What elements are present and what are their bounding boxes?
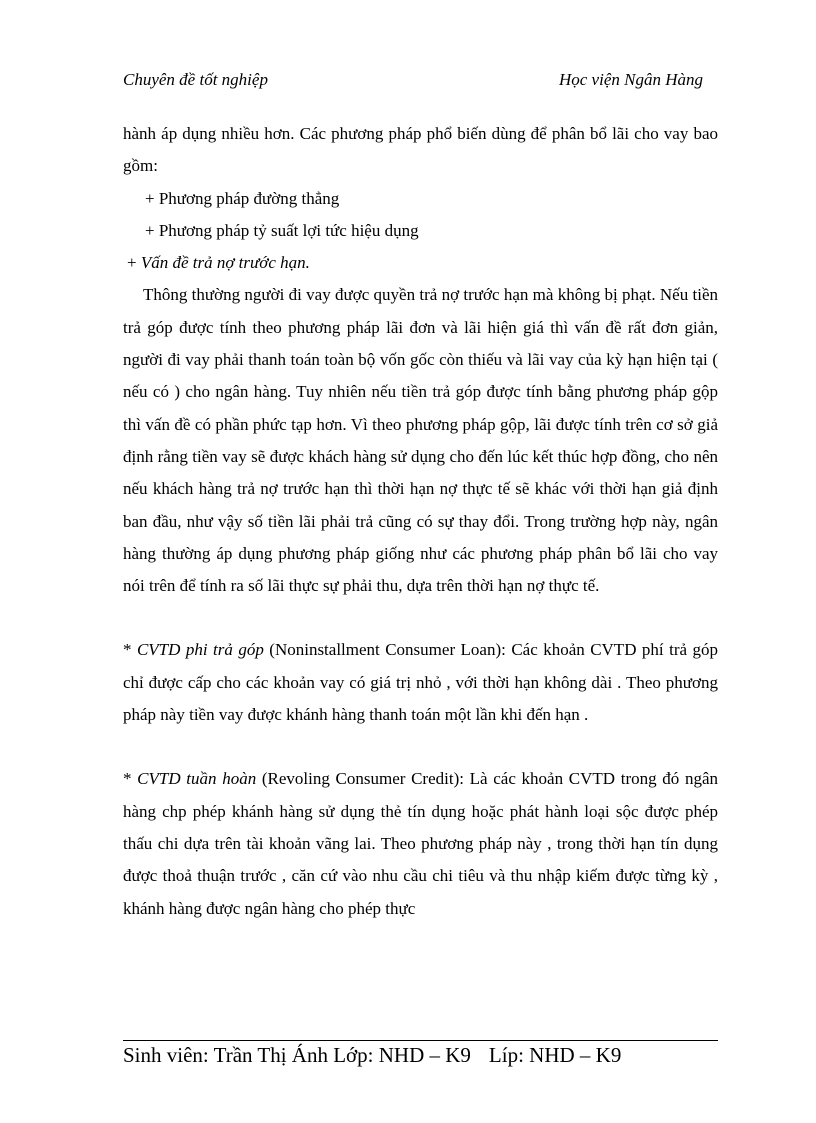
- header-left-title: Chuyên đề tốt nghiệp: [123, 70, 268, 89]
- sub-heading: [123, 247, 718, 279]
- footer-class: Líp: NHD – K9: [488, 1043, 622, 1067]
- p3-term: CVTD phi trả góp: [136, 640, 264, 660]
- p3-prefix: *: [123, 640, 137, 660]
- p4-term: CVTD tuần hoàn: [137, 769, 257, 789]
- paragraph-early-repayment: Thông thường người đi vay được quyền trả nợ trước hạn mà không bị phạt. Nếu tiền trả góp được tính theo phương pháp lãi đơn và lãi hiện giá thì vấn đề rất đơn giản, người đi vay phải thanh toán toàn bộ vốn gốc còn thiếu và lãi vay của kỳ hạn hiện tại ( nếu có ) cho ngân hàng. Tuy nhiên nếu tiền trả góp được tính bằng phương pháp gộp thì vấn đề có phần phức tạp hơn. Vì theo phương pháp gộp, lãi được tính trên cơ sở giả định rằng tiền vay sẽ được khách hàng sử dụng cho đến lúc kết thúc hợp đồng, cho nên nếu khách hàng trả nợ trước hạn thì thời hạn nợ thực tế sẽ khác với thời hạn giả định ban đầu, như vậy số tiền lãi phải trả cũng có sự thay đổi. Trong trường hợp này, ngân hàng thường áp dụng phương pháp giống như các phương pháp phân bổ lãi cho vay nói trên để tính ra số lãi thực sự phải thu, dựa trên thời hạn nợ thực tế.: [123, 285, 718, 596]
- spacer: [123, 731, 718, 763]
- spacer: [123, 602, 718, 634]
- p4-text: (Revoling Consumer Credit): Là các khoản CVTD trong đó ngân hàng chp phép khánh hàng sử dụng thẻ tín dụng hoặc phát hành loại sộc được phép thấu chi dựa trên tài khoản vãng lai. Theo phương pháp này , trong thời hạn tín dụng được thoả thuận trước , căn cứ vào nhu cầu chi tiêu và thu nhập kiếm được từng kỳ , khánh hàng được ngân hàng cho phép thực: [123, 769, 718, 918]
- sub-heading-text: Vấn đề trả nợ trước hạn.: [140, 253, 310, 273]
- list-item-effective-yield: + Phương pháp tỷ suất lợi tức hiệu dụng: [145, 220, 419, 240]
- header-right-title: Học viện Ngân Hàng: [558, 70, 703, 89]
- document-body: [123, 118, 718, 925]
- p3-text: (Noninstallment Consumer Loan): Các khoản CVTD phí trả góp chỉ được cấp cho các khoản vay có giá trị nhỏ , với thời hạn không dài . Theo phương pháp này tiền vay được khánh hàng thanh toán một lần khi đến hạn .: [123, 640, 718, 725]
- paragraph-intro: hành áp dụng nhiều hơn. Các phương pháp phổ biến dùng để phân bổ lãi cho vay bao gồm:: [123, 124, 718, 176]
- paragraph-noninstallment: [123, 634, 718, 731]
- page-footer: [123, 1043, 718, 1068]
- sub-heading-plus: +: [127, 253, 141, 273]
- footer-student: Sinh viên: Trần Thị Ánh Lớp: NHD – K9: [123, 1043, 471, 1067]
- paragraph-revolving: [123, 763, 718, 924]
- page-header: [123, 70, 703, 94]
- p4-prefix: *: [123, 769, 138, 789]
- footer-divider: [123, 1040, 718, 1041]
- list-item-straight-line: + Phương pháp đường thẳng: [145, 188, 340, 208]
